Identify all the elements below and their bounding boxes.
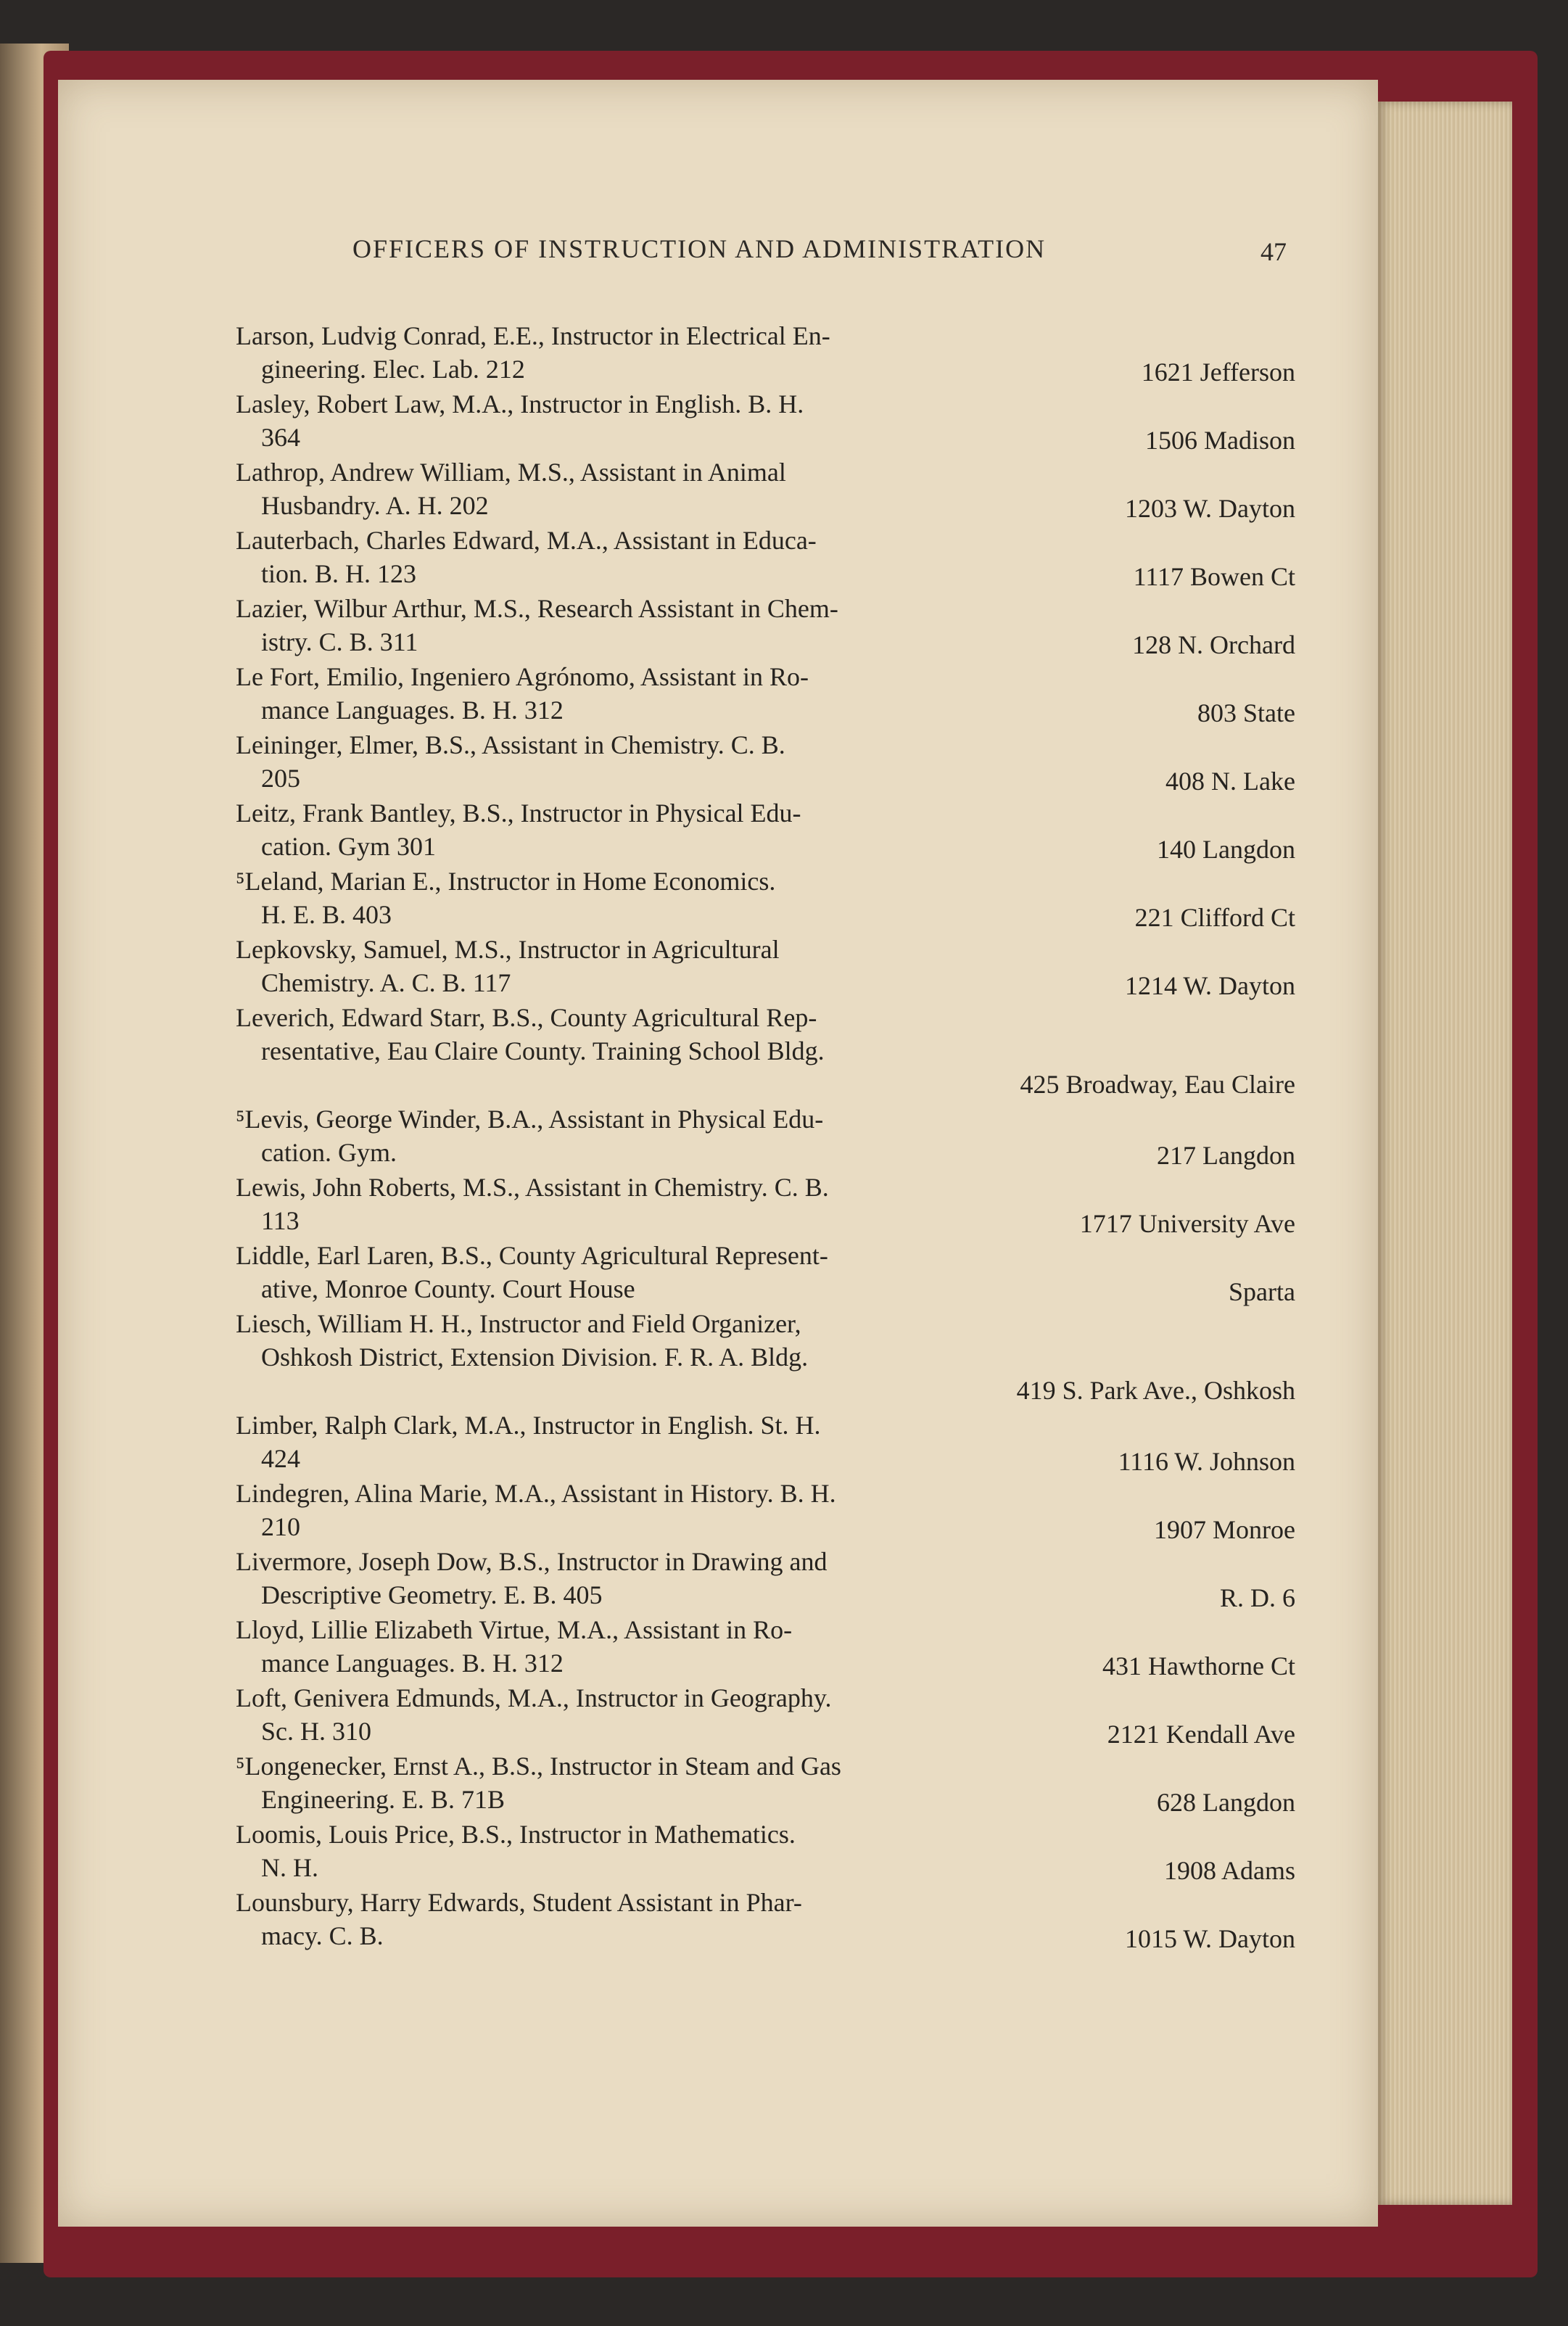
- entry-address: 425 Broadway, Eau Claire: [1020, 1070, 1295, 1099]
- entry-line-2: N. H.: [261, 1853, 318, 1882]
- entry-address: 1117 Bowen Ct: [1133, 562, 1295, 591]
- entry-line-2: 424: [261, 1444, 300, 1473]
- entry-line-1: Lauterbach, Charles Edward, M.A., Assistant in Educa-: [236, 526, 817, 555]
- entry-line-2: Chemistry. A. C. B. 117: [261, 968, 511, 997]
- entry-line-1: ⁵Longenecker, Ernst A., B.S., Instructor in Steam and Gas: [236, 1752, 841, 1781]
- entry-line-1: Lasley, Robert Law, M.A., Instructor in English. B. H.: [236, 389, 804, 418]
- entry-address: 128 N. Orchard: [1132, 630, 1295, 659]
- entry-line-1: Leverich, Edward Starr, B.S., County Agricultural Rep-: [236, 1003, 817, 1032]
- entry-line-2: cation. Gym 301: [261, 832, 436, 861]
- entry-line-1: Lazier, Wilbur Arthur, M.S., Research Assistant in Chem-: [236, 594, 838, 623]
- page-edges: [1378, 102, 1512, 2205]
- entry-line-2: 113: [261, 1206, 300, 1235]
- entry-line-2: Descriptive Geometry. E. B. 405: [261, 1580, 603, 1609]
- entry-address: 419 S. Park Ave., Oshkosh: [1016, 1376, 1295, 1405]
- entry-address: 1214 W. Dayton: [1124, 971, 1295, 1000]
- entry-line-2: mance Languages. B. H. 312: [261, 1649, 564, 1678]
- entry-address: 1203 W. Dayton: [1124, 494, 1295, 523]
- entry-line-1: Lindegren, Alina Marie, M.A., Assistant in History. B. H.: [236, 1479, 836, 1508]
- entry-line-2: istry. C. B. 311: [261, 627, 418, 656]
- entry-line-2: mance Languages. B. H. 312: [261, 696, 564, 725]
- running-head: OFFICERS OF INSTRUCTION AND ADMINISTRATION: [352, 234, 1047, 263]
- entry-line-2: gineering. Elec. Lab. 212: [261, 355, 525, 384]
- entry-line-1: Lounsbury, Harry Edwards, Student Assistant in Phar-: [236, 1888, 802, 1917]
- entry-line-1: Lathrop, Andrew William, M.S., Assistant in Animal: [236, 458, 786, 487]
- entry-line-2: resentative, Eau Claire County. Training School Bldg.: [261, 1036, 825, 1065]
- entry-address: 1506 Madison: [1145, 426, 1295, 455]
- entry-address: 221 Clifford Ct: [1134, 903, 1295, 932]
- entry-address: 140 Langdon: [1157, 835, 1295, 864]
- entry-address: 1015 W. Dayton: [1124, 1924, 1295, 1953]
- entry-address: 1907 Monroe: [1154, 1515, 1295, 1544]
- entry-address: 408 N. Lake: [1165, 767, 1295, 796]
- entry-address: 803 State: [1197, 698, 1295, 727]
- entry-line-1: Larson, Ludvig Conrad, E.E., Instructor in Electrical En-: [236, 321, 830, 350]
- entry-line-1: Liesch, William H. H., Instructor and Field Organizer,: [236, 1309, 801, 1338]
- entry-address: 1717 University Ave: [1079, 1209, 1295, 1238]
- entry-line-2: ative, Monroe County. Court House: [261, 1274, 635, 1303]
- entry-line-1: Lepkovsky, Samuel, M.S., Instructor in Agricultural: [236, 935, 780, 964]
- entry-line-1: Liddle, Earl Laren, B.S., County Agricultural Represent-: [236, 1241, 828, 1270]
- entry-line-1: Lewis, John Roberts, M.S., Assistant in Chemistry. C. B.: [236, 1173, 829, 1202]
- entry-address: R. D. 6: [1219, 1583, 1295, 1612]
- entry-line-1: Limber, Ralph Clark, M.A., Instructor in English. St. H.: [236, 1411, 821, 1440]
- entry-line-2: Oshkosh District, Extension Division. F. R. A. Bldg.: [261, 1343, 809, 1372]
- entry-address: 1116 W. Johnson: [1118, 1447, 1295, 1476]
- entry-line-2: Engineering. E. B. 71B: [261, 1785, 505, 1814]
- entry-line-1: Lloyd, Lillie Elizabeth Virtue, M.A., Assistant in Ro-: [236, 1615, 793, 1644]
- entry-address: 217 Langdon: [1157, 1141, 1295, 1170]
- entry-line-1: Leitz, Frank Bantley, B.S., Instructor in Physical Edu-: [236, 799, 801, 828]
- entry-line-1: Loft, Genivera Edmunds, M.A., Instructor in Geography.: [236, 1683, 832, 1712]
- entry-line-1: Livermore, Joseph Dow, B.S., Instructor in Drawing and: [236, 1547, 828, 1576]
- entry-address: 1621 Jefferson: [1141, 358, 1295, 387]
- entry-line-1: Leininger, Elmer, B.S., Assistant in Chemistry. C. B.: [236, 730, 785, 759]
- entry-line-2: macy. C. B.: [261, 1921, 384, 1950]
- entry-line-1: Le Fort, Emilio, Ingeniero Agrónomo, Assistant in Ro-: [236, 662, 809, 691]
- entry-address: 431 Hawthorne Ct: [1102, 1651, 1295, 1680]
- entry-line-1: ⁵Levis, George Winder, B.A., Assistant in Physical Edu-: [236, 1105, 824, 1134]
- entry-line-2: Husbandry. A. H. 202: [261, 491, 489, 520]
- page-number: 47: [1260, 237, 1287, 266]
- entry-address: 2121 Kendall Ave: [1107, 1720, 1295, 1749]
- entry-line-2: 205: [261, 764, 300, 793]
- entry-line-2: Sc. H. 310: [261, 1717, 371, 1746]
- entry-address: 628 Langdon: [1157, 1788, 1295, 1817]
- entry-line-1: Loomis, Louis Price, B.S., Instructor in Mathematics.: [236, 1820, 796, 1849]
- entry-line-2: 210: [261, 1512, 300, 1541]
- entry-line-2: H. E. B. 403: [261, 900, 392, 929]
- entry-address: 1908 Adams: [1163, 1856, 1295, 1885]
- entry-line-2: 364: [261, 423, 300, 452]
- entry-address: Sparta: [1229, 1277, 1295, 1306]
- entry-line-2: tion. B. H. 123: [261, 559, 417, 588]
- entry-line-1: ⁵Leland, Marian E., Instructor in Home Economics.: [236, 867, 776, 896]
- entry-line-2: cation. Gym.: [261, 1138, 397, 1167]
